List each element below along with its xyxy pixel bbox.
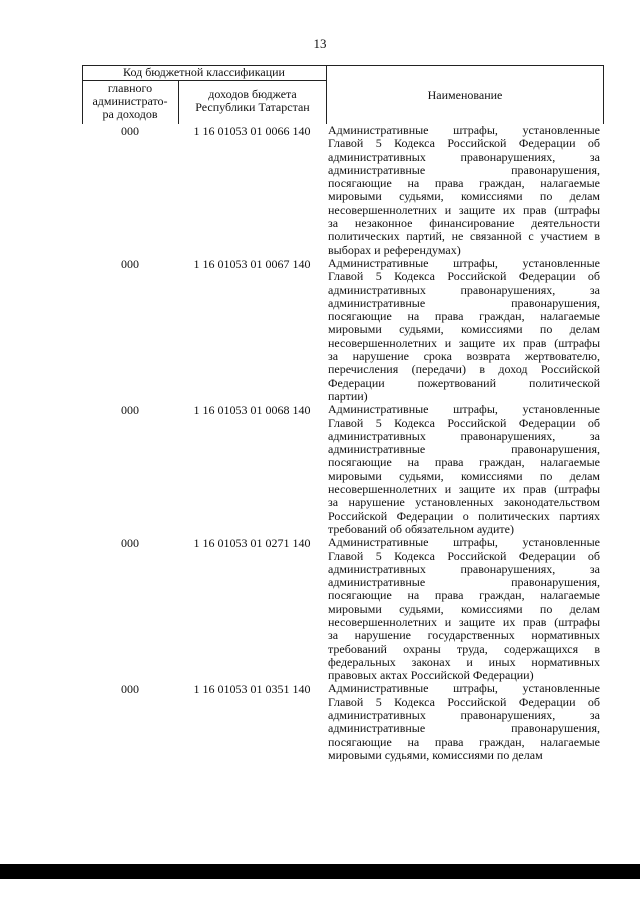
name-line: административных правонарушениях, за (328, 708, 600, 723)
name-line: административных правонарушениях, за (328, 149, 600, 164)
table-body (82, 124, 604, 762)
header-line: администрато- (92, 94, 168, 108)
name-line: за незаконное финансирование деятельности (328, 216, 600, 231)
name-line: Федерации пожертвований политической (328, 375, 600, 390)
name-line: мировыми судьями, комиссиями по делам (328, 189, 600, 204)
name-line: несовершеннолетних и защите их прав (штрафы (328, 335, 600, 350)
name-line: Главой 5 Кодекса Российской Федерации об (328, 694, 600, 709)
header-right-rule (603, 65, 604, 124)
budget-classification-table (82, 65, 604, 762)
name-line: Главой 5 Кодекса Российской Федерации об (328, 548, 600, 563)
name-line: Административные штрафы, установленные (328, 123, 600, 137)
name-line: административные правонарушения, (328, 162, 600, 177)
name-line: посягающие на права граждан, налагаемые (328, 588, 600, 603)
name-line: Административные штрафы, установленные (328, 681, 600, 696)
name-line: Главой 5 Кодекса Российской Федерации об (328, 415, 600, 430)
header-line: главного (107, 81, 153, 95)
name-line: Административные штрафы, установленные (328, 402, 600, 417)
name-line: выборах и референдумах) (328, 242, 461, 257)
name-cell (328, 536, 600, 682)
name-cell (328, 403, 600, 536)
name-line: посягающие на права граждан, налагаемые (328, 455, 600, 470)
name-line: мировыми судьями, комиссиями по делам (328, 468, 600, 483)
budget-code-cell: 1 16 01053 01 0068 140 (193, 403, 311, 418)
name-line: административные правонарушения, (328, 575, 600, 590)
name-line: за нарушение государственных нормативных (328, 628, 600, 643)
header-name-column: Наименование (427, 88, 503, 102)
budget-code-cell: 1 16 01053 01 0351 140 (193, 682, 311, 697)
admin-code-cell: 000 (121, 403, 139, 418)
name-line: мировыми судьями, комиссиями по делам (328, 747, 543, 762)
table-row (82, 403, 604, 536)
name-line: Административные штрафы, установленные (328, 255, 600, 270)
name-line: посягающие на права граждан, налагаемые (328, 309, 600, 324)
name-line: несовершеннолетних и защите их прав (штрафы (328, 202, 600, 217)
table-row (82, 536, 604, 682)
admin-code-cell: 000 (121, 124, 139, 138)
page-number: 13 (313, 36, 327, 51)
name-line: административные правонарушения, (328, 721, 600, 736)
name-line: посягающие на права граждан, налагаемые (328, 734, 600, 749)
name-line: партии) (328, 388, 368, 403)
scan-bottom-edge (0, 864, 640, 879)
name-cell (328, 257, 600, 403)
name-line: несовершеннолетних и защите их прав (штрафы (328, 482, 600, 497)
name-line: административные правонарушения, (328, 295, 600, 310)
budget-code-cell: 1 16 01053 01 0066 140 (193, 124, 311, 138)
name-line: политических партий, не связанной с участием в (328, 229, 600, 244)
admin-code-cell: 000 (121, 536, 139, 551)
table-header (82, 65, 604, 124)
name-line: административные правонарушения, (328, 442, 600, 457)
name-line: правовых актах Российской Федерации) (328, 668, 534, 683)
header-line: доходов бюджета (208, 87, 297, 101)
name-cell (328, 682, 600, 762)
table-row (82, 257, 604, 403)
table-row (82, 682, 604, 762)
name-line: мировыми судьями, комиссиями по делам (328, 601, 600, 616)
name-line: требований охраны труда, содержащихся в (328, 641, 600, 656)
name-line: административных правонарушениях, за (328, 428, 600, 443)
admin-code-cell: 000 (121, 682, 139, 697)
header-line: Республики Татарстан (195, 100, 310, 114)
name-line: Российской Федерации о политических партиях (328, 508, 600, 523)
admin-code-cell: 000 (121, 256, 139, 271)
name-line: за нарушение установленных законодательством (328, 495, 600, 510)
name-line: несовершеннолетних и защите их прав (штрафы (328, 614, 600, 629)
name-line: административных правонарушениях, за (328, 561, 600, 576)
name-line: мировыми судьями, комиссиями по делам (328, 322, 600, 337)
budget-code-cell: 1 16 01053 01 0271 140 (193, 536, 311, 551)
name-cell (328, 124, 600, 257)
name-line: требований об обязательном аудите) (328, 521, 514, 536)
table-row (82, 124, 604, 257)
name-line: Главой 5 Кодекса Российской Федерации об (328, 269, 600, 284)
budget-code-cell: 1 16 01053 01 0067 140 (193, 256, 311, 271)
header-admin-column (82, 82, 178, 121)
name-line: за нарушение срока возврата жертвователю, (328, 349, 600, 364)
name-line: посягающие на права граждан, налагаемые (328, 176, 600, 191)
name-line: перечисления (передачи) в доход Российской (328, 362, 600, 377)
name-line: Административные штрафы, установленные (328, 535, 600, 550)
header-code-column (179, 88, 326, 114)
header-group-label: Код бюджетной классификации (123, 65, 285, 79)
name-line: административных правонарушениях, за (328, 282, 600, 297)
header-line: ра доходов (102, 107, 158, 121)
name-line: Главой 5 Кодекса Российской Федерации об (328, 136, 600, 151)
name-line: федеральных законах и иных нормативных (328, 654, 600, 669)
